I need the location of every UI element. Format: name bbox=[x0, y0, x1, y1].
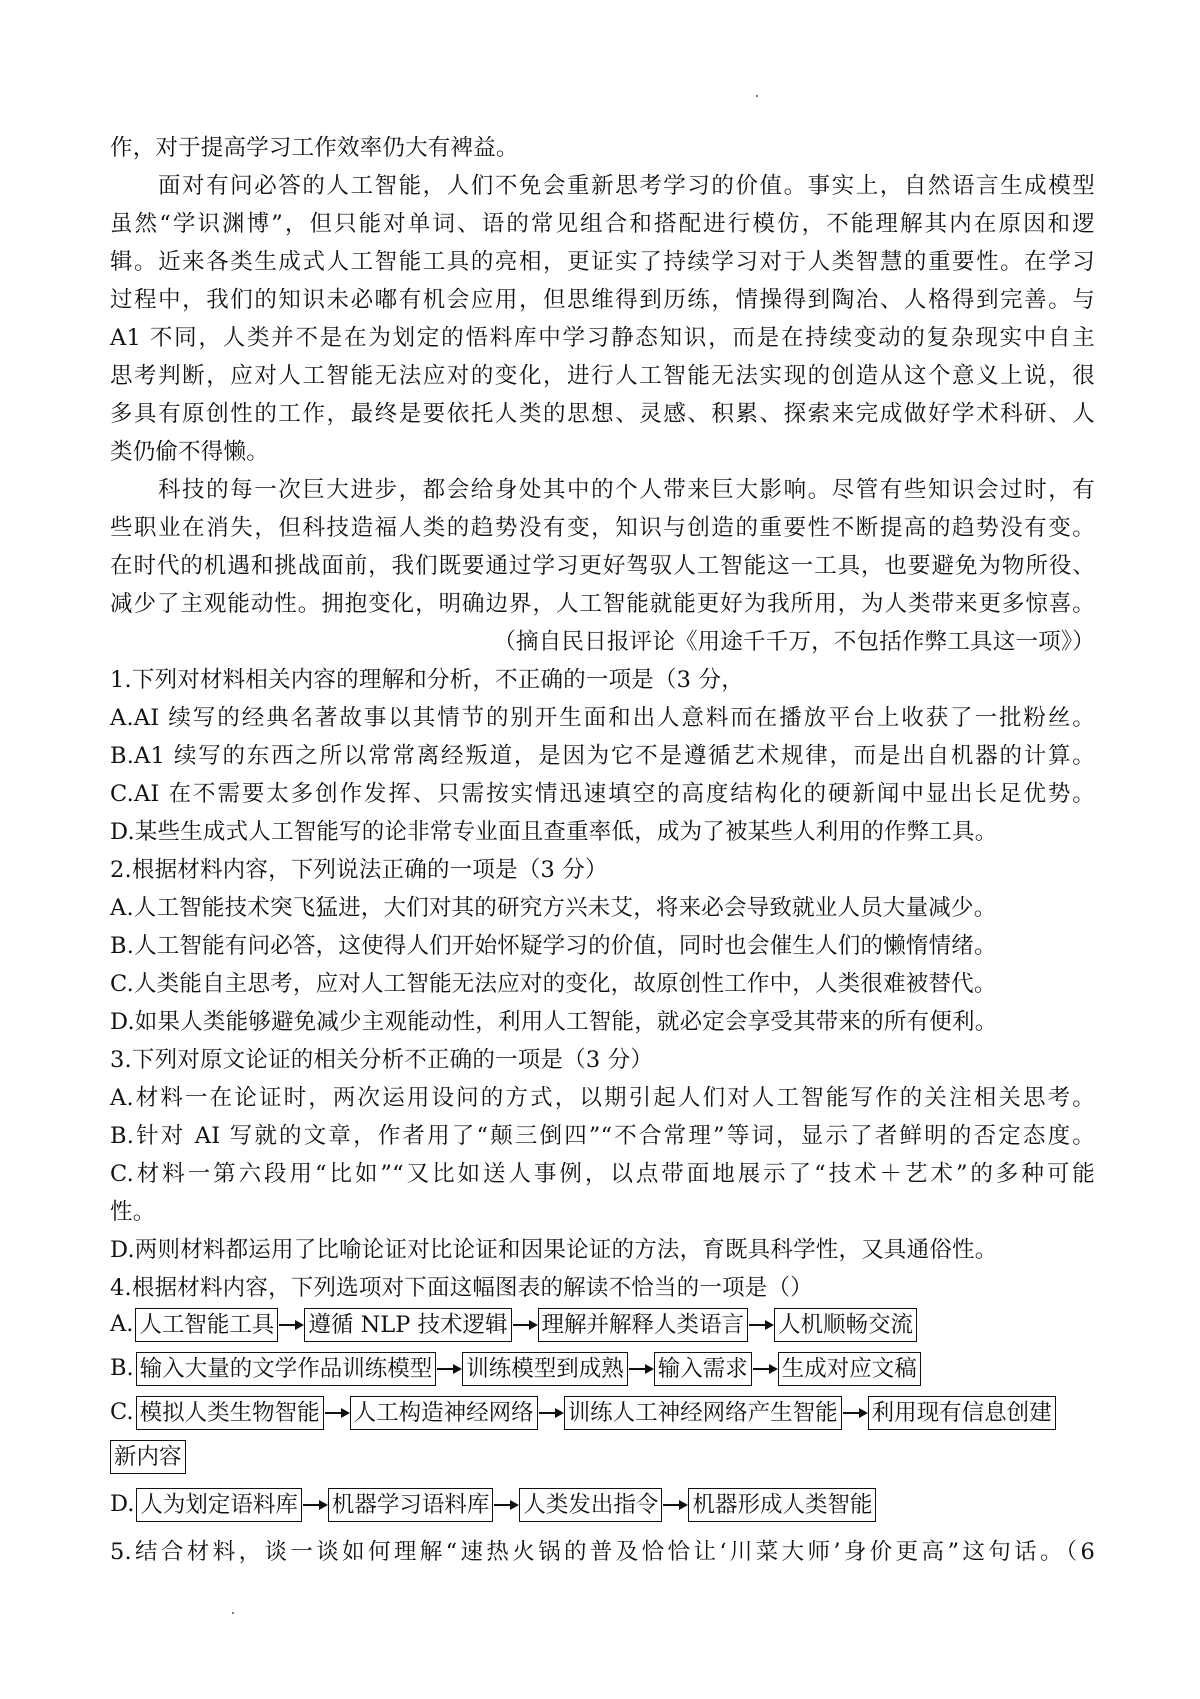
arrow-right-icon bbox=[324, 1407, 350, 1419]
flow-step: 训练模型到成熟 bbox=[462, 1352, 628, 1386]
arrow-right-icon bbox=[493, 1499, 519, 1511]
question-2-stem: 2.根据材料内容，下列说法正确的一项是（3 分） bbox=[110, 857, 608, 883]
question-4-option-b bbox=[110, 1350, 921, 1386]
arrow-right-icon bbox=[628, 1363, 654, 1375]
question-2-option-d: D.如果人类能够避免减少主观能动性，利用人工智能，就必定会享受其带来的所有便利。 bbox=[110, 1009, 998, 1035]
passage-line: 作，对于提高学习工作效率仍大有裨益。 bbox=[110, 135, 519, 161]
question-1-option-b: B.A1 续写的东西之所以常常离经叛道，是因为它不是遵循艺术规律，而是出自机器的计算。 bbox=[110, 743, 1095, 769]
arrow-right-icon bbox=[436, 1363, 462, 1375]
flow-step: 人工智能工具 bbox=[135, 1308, 278, 1342]
arrow-right-icon bbox=[752, 1363, 778, 1375]
question-3-option-d: D.两则材料都运用了比喻论证对比论证和因果论证的方法，育既具科学性，又具通俗性。 bbox=[110, 1237, 998, 1263]
option-label: D. bbox=[110, 1491, 135, 1517]
passage-source: （摘自民日报评论《用途千千万，不包括作弊工具这一项》） bbox=[493, 629, 1095, 655]
question-2-option-b: B.人工智能有问必答，这使得人们开始怀疑学习的价值，同时也会催生人们的懒惰情绪。 bbox=[110, 933, 997, 959]
question-3-option-a: A.材料一在论证时，两次运用设问的方式，以期引起人们对人工智能写作的关注相关思考。 bbox=[110, 1085, 1095, 1111]
arrow-right-icon bbox=[278, 1319, 304, 1331]
question-4-option-d bbox=[110, 1486, 876, 1522]
flow-step: 人机顺畅交流 bbox=[774, 1308, 917, 1342]
question-1-option-a: A.AI 续写的经典名著故事以其情节的别开生面和出人意料而在播放平台上收获了一批粉丝。 bbox=[110, 705, 1095, 731]
scan-speck bbox=[756, 95, 758, 97]
arrow-right-icon bbox=[512, 1319, 538, 1331]
arrow-right-icon bbox=[302, 1499, 328, 1511]
passage-line: 面对有问必答的人工智能，人们不免会重新思考学习的价值。事实上，自然语言生成模型 bbox=[158, 173, 1095, 199]
passage-line: 些职业在消失，但科技造福人类的趋势没有变，知识与创造的重要性不断提高的趋势没有变。 bbox=[110, 515, 1095, 541]
question-3-option-c-cont: 性。 bbox=[110, 1199, 156, 1225]
flow-step: 输入大量的文学作品训练模型 bbox=[136, 1352, 437, 1386]
flow-step: 人类发出指令 bbox=[519, 1488, 662, 1522]
flow-step: 机器学习语料库 bbox=[328, 1488, 494, 1522]
flow-step: 新内容 bbox=[110, 1440, 186, 1474]
question-2-option-c: C.人类能自主思考，应对人工智能无法应对的变化，故原创性工作中，人类很难被替代。 bbox=[110, 971, 997, 997]
flow-step: 训练人工神经网络产生智能 bbox=[564, 1396, 842, 1430]
flow-step: 模拟人类生物智能 bbox=[136, 1396, 324, 1430]
question-5-stem: 5.结合材料，谈一谈如何理解“速热火锅的普及恰恰让‘川菜大师’身价更高”这句话。（6 bbox=[110, 1539, 1095, 1565]
flow-step: 人为划定语料库 bbox=[136, 1488, 302, 1522]
passage-line: 辑。近来各类生成式人工智能工具的亮相，更证实了持续学习对于人类智慧的重要性。在学习 bbox=[110, 249, 1095, 275]
flow-step: 生成对应文稿 bbox=[778, 1352, 921, 1386]
arrow-right-icon bbox=[842, 1407, 868, 1419]
arrow-right-icon bbox=[538, 1407, 564, 1419]
passage-line: 多具有原创性的工作，最终是要依托人类的思想、灵感、积累、探索来完成做好学术科研、人 bbox=[110, 401, 1095, 427]
question-4-option-c bbox=[110, 1394, 1056, 1430]
scan-speck bbox=[232, 1612, 234, 1614]
question-2-option-a: A.人工智能技术突飞猛进，大们对其的研究方兴未艾，将来必会导致就业人员大量减少。 bbox=[110, 895, 997, 921]
flow-step: 遵循 NLP 技术逻辑 bbox=[304, 1308, 511, 1342]
passage-line: 类仍偷不得懒。 bbox=[110, 439, 269, 465]
passage-line: 减少了主观能动性。拥抱变化，明确边界，人工智能就能更好为我所用，为人类带来更多惊喜。 bbox=[110, 591, 1095, 617]
arrow-right-icon bbox=[662, 1499, 688, 1511]
passage-line: 科技的每一次巨大进步，都会给身处其中的个人带来巨大影响。尽管有些知识会过时，有 bbox=[158, 477, 1095, 503]
flow-step: 利用现有信息创建 bbox=[868, 1396, 1056, 1430]
option-label: B. bbox=[110, 1355, 134, 1381]
arrow-right-icon bbox=[748, 1319, 774, 1331]
question-1-option-d: D.某些生成式人工智能写的论非常专业面且查重率低，成为了被某些人利用的作弊工具。 bbox=[110, 819, 998, 845]
question-4-option-a bbox=[110, 1306, 917, 1342]
question-3-stem: 3.下列对原文论证的相关分析不正确的一项是（3 分） bbox=[110, 1047, 654, 1073]
flow-step: 机器形成人类智能 bbox=[688, 1488, 876, 1522]
question-4-option-c-cont bbox=[110, 1438, 186, 1474]
flow-step: 输入需求 bbox=[654, 1352, 752, 1386]
question-3-option-b: B.针对 AI 写就的文章，作者用了“颠三倒四”“不合常理”等词，显示了者鲜明的否定态度。 bbox=[110, 1123, 1095, 1149]
question-1-option-c: C.AI 在不需要太多创作发挥、只需按实情迅速填空的高度结构化的硬新闻中显出长足优势。 bbox=[110, 781, 1095, 807]
passage-line: A1 不同，人类并不是在为划定的悟料库中学习静态知识，而是在持续变动的复杂现实中自主 bbox=[110, 325, 1095, 351]
question-1-stem: 1.下列对材料相关内容的理解和分析，不正确的一项是（3 分， bbox=[110, 667, 744, 693]
passage-line: 虽然“学识渊博”，但只能对单词、语的常见组合和搭配进行模仿，不能理解其内在原因和逻 bbox=[110, 211, 1095, 237]
passage-line: 在时代的机遇和挑战面前，我们既要通过学习更好驾驭人工智能这一工具，也要避免为物所役、 bbox=[110, 553, 1095, 579]
option-label: A. bbox=[110, 1311, 134, 1337]
question-3-option-c: C.材料一第六段用“比如”“又比如送人事例，以点带面地展示了“技术＋艺术”的多种可能 bbox=[110, 1161, 1095, 1187]
flow-step: 人工构造神经网络 bbox=[350, 1396, 538, 1430]
flow-step: 理解并解释人类语言 bbox=[538, 1308, 749, 1342]
question-4-stem: 4.根据材料内容，下列选项对下面这幅图表的解读不恰当的一项是（） bbox=[110, 1275, 813, 1301]
passage-line: 过程中，我们的知识未必嘟有机会应用，但思维得到历练，情操得到陶冶、人格得到完善。与 bbox=[110, 287, 1095, 313]
passage-line: 思考判断，应对人工智能无法应对的变化，进行人工智能无法实现的创造从这个意义上说，很 bbox=[110, 363, 1095, 389]
option-label: C. bbox=[110, 1399, 134, 1425]
